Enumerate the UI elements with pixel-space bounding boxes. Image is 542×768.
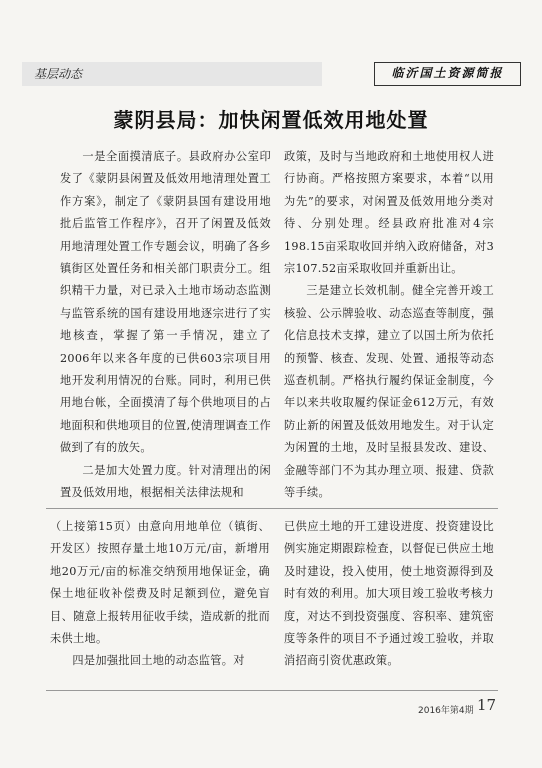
paragraph: 二是加大处置力度。针对清理出的闲置及低效用地，根据相关法律法规和 xyxy=(60,463,271,500)
lower-right-column xyxy=(284,516,494,673)
paragraph: 四是加强批回土地的动态监管。对 xyxy=(72,654,245,668)
upper-right-column xyxy=(284,146,494,505)
paragraph: 三是建立长效机制。健全完善开竣工核验、公示牌验收、动态巡查等制度，强化信息技术支撑，建立了以国土所为依托的预警、核查、发现、处置、通报等动态巡查机制。严格执行履约保证金制度，今年以来共收取履约保证金612万元，有效防止新的闲置及低效用地发生。对于认定为闲置的土地，及时呈报县发改、建设、金融等部门不为其办理立项、报建、贷款等手续。 xyxy=(284,284,494,500)
paragraph: （上接第15页）由意向用地单位（镇街、开发区）按照存量土地10万元/亩，新增用地20万元/亩的标准交纳预用地保证金，确保土地征收补偿费及时足额到位，避免盲目、随意上报转用征收手续，造成新的批而未供土地。 xyxy=(50,520,270,646)
lower-left-column xyxy=(50,516,270,673)
upper-left-column xyxy=(60,146,271,505)
paragraph: 政策，及时与当地政府和土地使用权人进行协商。严格按照方案要求，本着“以用为先”的要求，对闲置及低效用地分类对待、分别处理。经县政府批准对4宗198.15亩采取收回并纳入政府储备，对3宗107.52亩采取收回并重新出让。 xyxy=(284,150,494,276)
issue-label: 2016年第4期 xyxy=(418,706,474,716)
page-header xyxy=(22,62,522,88)
section-divider xyxy=(46,508,498,509)
page-number: 17 xyxy=(477,696,497,714)
section-label: 基层动态 xyxy=(22,62,322,86)
paragraph: 一是全面摸清底子。县政府办公室印发了《蒙阴县闲置及低效用地清理处置工作方案》，制定了《蒙阴县国有建设用地批后监管工作程序》，召开了闲置及低效用地清理处置工作专题会议，明确了各乡镇街区处置任务和相关部门职责分工。组织精干力量，对已录入土地市场动态监测与监管系统的国有建设用地逐宗进行了实地核查，掌握了第一手情况，建立了2006年以来各年度的已供603宗项目用地开发利用情况的台账。同时，利用已供用地台帐，全面摸清了每个供地项目的占地面积和供地项目的位置,使清理调查工作做到了有的放矢。 xyxy=(60,150,271,455)
footer-rule xyxy=(46,690,498,691)
paragraph: 已供应土地的开工建设进度、投资建设比例实施定期跟踪检查，以督促已供应土地及时建设，投入使用，使土地资源得到及时有效的利用。加大项目竣工验收考核力度，对达不到投资强度、容积率、建筑密度等条件的项目不予通过竣工验收，并取消招商引资优惠政策。 xyxy=(284,520,494,668)
article-title: 蒙阴县局：加快闲置低效用地处置 xyxy=(113,108,429,132)
magazine-name: 临沂国土资源简报 xyxy=(374,62,521,86)
